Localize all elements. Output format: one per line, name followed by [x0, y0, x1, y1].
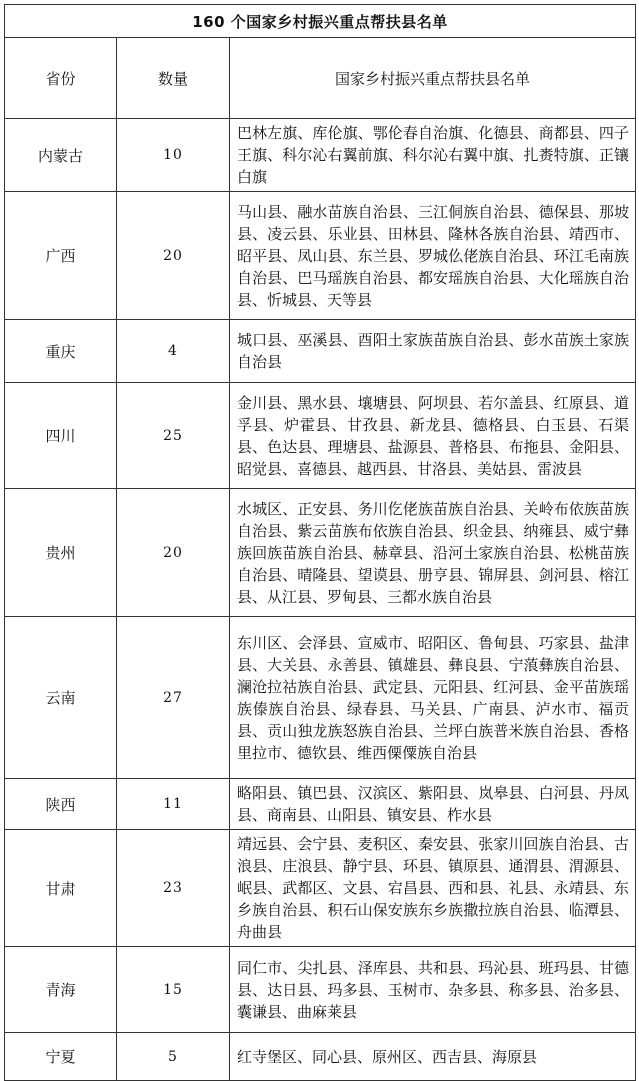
county-list-cell: 靖远县、会宁县、麦积区、秦安县、张家川回族自治县、古浪县、庄浪县、静宁县、环县、镇原县、通渭县、渭源县、岷县、武都区、文县、宕昌县、西和县、礼县、永靖县、东乡族自治县、积石山保安族东乡族撒拉族自治县、临潭县、舟曲县 — [230, 830, 636, 947]
county-list-cell: 水城区、正安县、务川仡佬族苗族自治县、关岭布依族苗族自治县、紫云苗族布依族自治县、织金县、纳雍县、威宁彝族回族苗族自治县、赫章县、沿河土家族自治县、松桃苗族自治县、晴隆县、望谟县、册亨县、锦屏县、剑河县、榕江县、从江县、罗甸县、三都水族自治县 — [230, 489, 636, 617]
county-list-cell: 巴林左旗、库伦旗、鄂伦春自治旗、化德县、商都县、四子王旗、科尔沁右翼前旗、科尔沁右翼中旗、扎赉特旗、正镶白旗 — [230, 119, 636, 192]
province-cell: 贵州 — [5, 489, 117, 617]
count-cell: 15 — [117, 947, 230, 1033]
province-cell: 甘肃 — [5, 830, 117, 947]
title-row — [5, 5, 636, 38]
header-list: 国家乡村振兴重点帮扶县名单 — [230, 38, 636, 119]
province-cell: 青海 — [5, 947, 117, 1033]
header-province: 省份 — [5, 38, 117, 119]
table-row — [5, 947, 636, 1033]
table-row — [5, 320, 636, 383]
county-list-cell: 红寺堡区、同心县、原州区、西吉县、海原县 — [230, 1033, 636, 1081]
count-cell: 4 — [117, 320, 230, 383]
table-row — [5, 119, 636, 192]
province-cell: 云南 — [5, 617, 117, 779]
count-cell: 10 — [117, 119, 230, 192]
county-list-cell: 同仁市、尖扎县、泽库县、共和县、玛沁县、班玛县、甘德县、达日县、玛多县、玉树市、杂多县、称多县、治多县、囊谦县、曲麻莱县 — [230, 947, 636, 1033]
province-cell: 四川 — [5, 383, 117, 489]
province-cell: 宁夏 — [5, 1033, 117, 1081]
county-list-table — [4, 4, 636, 1081]
count-cell: 20 — [117, 192, 230, 320]
table-row — [5, 1033, 636, 1081]
count-cell: 23 — [117, 830, 230, 947]
count-cell: 25 — [117, 383, 230, 489]
header-row — [5, 38, 636, 119]
county-list-cell: 略阳县、镇巴县、汉滨区、紫阳县、岚皋县、白河县、丹凤县、商南县、山阳县、镇安县、柞水县 — [230, 779, 636, 830]
province-cell: 重庆 — [5, 320, 117, 383]
table-title: 160 个国家乡村振兴重点帮扶县名单 — [5, 5, 636, 38]
province-cell: 内蒙古 — [5, 119, 117, 192]
count-cell: 11 — [117, 779, 230, 830]
table-row — [5, 830, 636, 947]
province-cell: 陕西 — [5, 779, 117, 830]
province-cell: 广西 — [5, 192, 117, 320]
county-list-cell: 金川县、黑水县、壤塘县、阿坝县、若尔盖县、红原县、道孚县、炉霍县、甘孜县、新龙县、德格县、白玉县、石渠县、色达县、理塘县、盐源县、普格县、布拖县、金阳县、昭觉县、喜德县、越西县、甘洛县、美姑县、雷波县 — [230, 383, 636, 489]
county-list-cell: 马山县、融水苗族自治县、三江侗族自治县、德保县、那坡县、凌云县、乐业县、田林县、隆林各族自治县、靖西市、昭平县、凤山县、东兰县、罗城仫佬族自治县、环江毛南族自治县、巴马瑶族自治县、都安瑶族自治县、大化瑶族自治县、忻城县、天等县 — [230, 192, 636, 320]
table-row — [5, 617, 636, 779]
table-row — [5, 779, 636, 830]
table-row — [5, 192, 636, 320]
count-cell: 5 — [117, 1033, 230, 1081]
count-cell: 27 — [117, 617, 230, 779]
table-row — [5, 489, 636, 617]
table-row — [5, 383, 636, 489]
county-list-cell: 东川区、会泽县、宣威市、昭阳区、鲁甸县、巧家县、盐津县、大关县、永善县、镇雄县、彝良县、宁蒗彝族自治县、澜沧拉祜族自治县、武定县、元阳县、红河县、金平苗族瑶族傣族自治县、绿春县、马关县、广南县、泸水市、福贡县、贡山独龙族怒族自治县、兰坪白族普米族自治县、香格里拉市、德钦县、维西傈僳族自治县 — [230, 617, 636, 779]
county-list-cell: 城口县、巫溪县、酉阳土家族苗族自治县、彭水苗族土家族自治县 — [230, 320, 636, 383]
header-count: 数量 — [117, 38, 230, 119]
count-cell: 20 — [117, 489, 230, 617]
